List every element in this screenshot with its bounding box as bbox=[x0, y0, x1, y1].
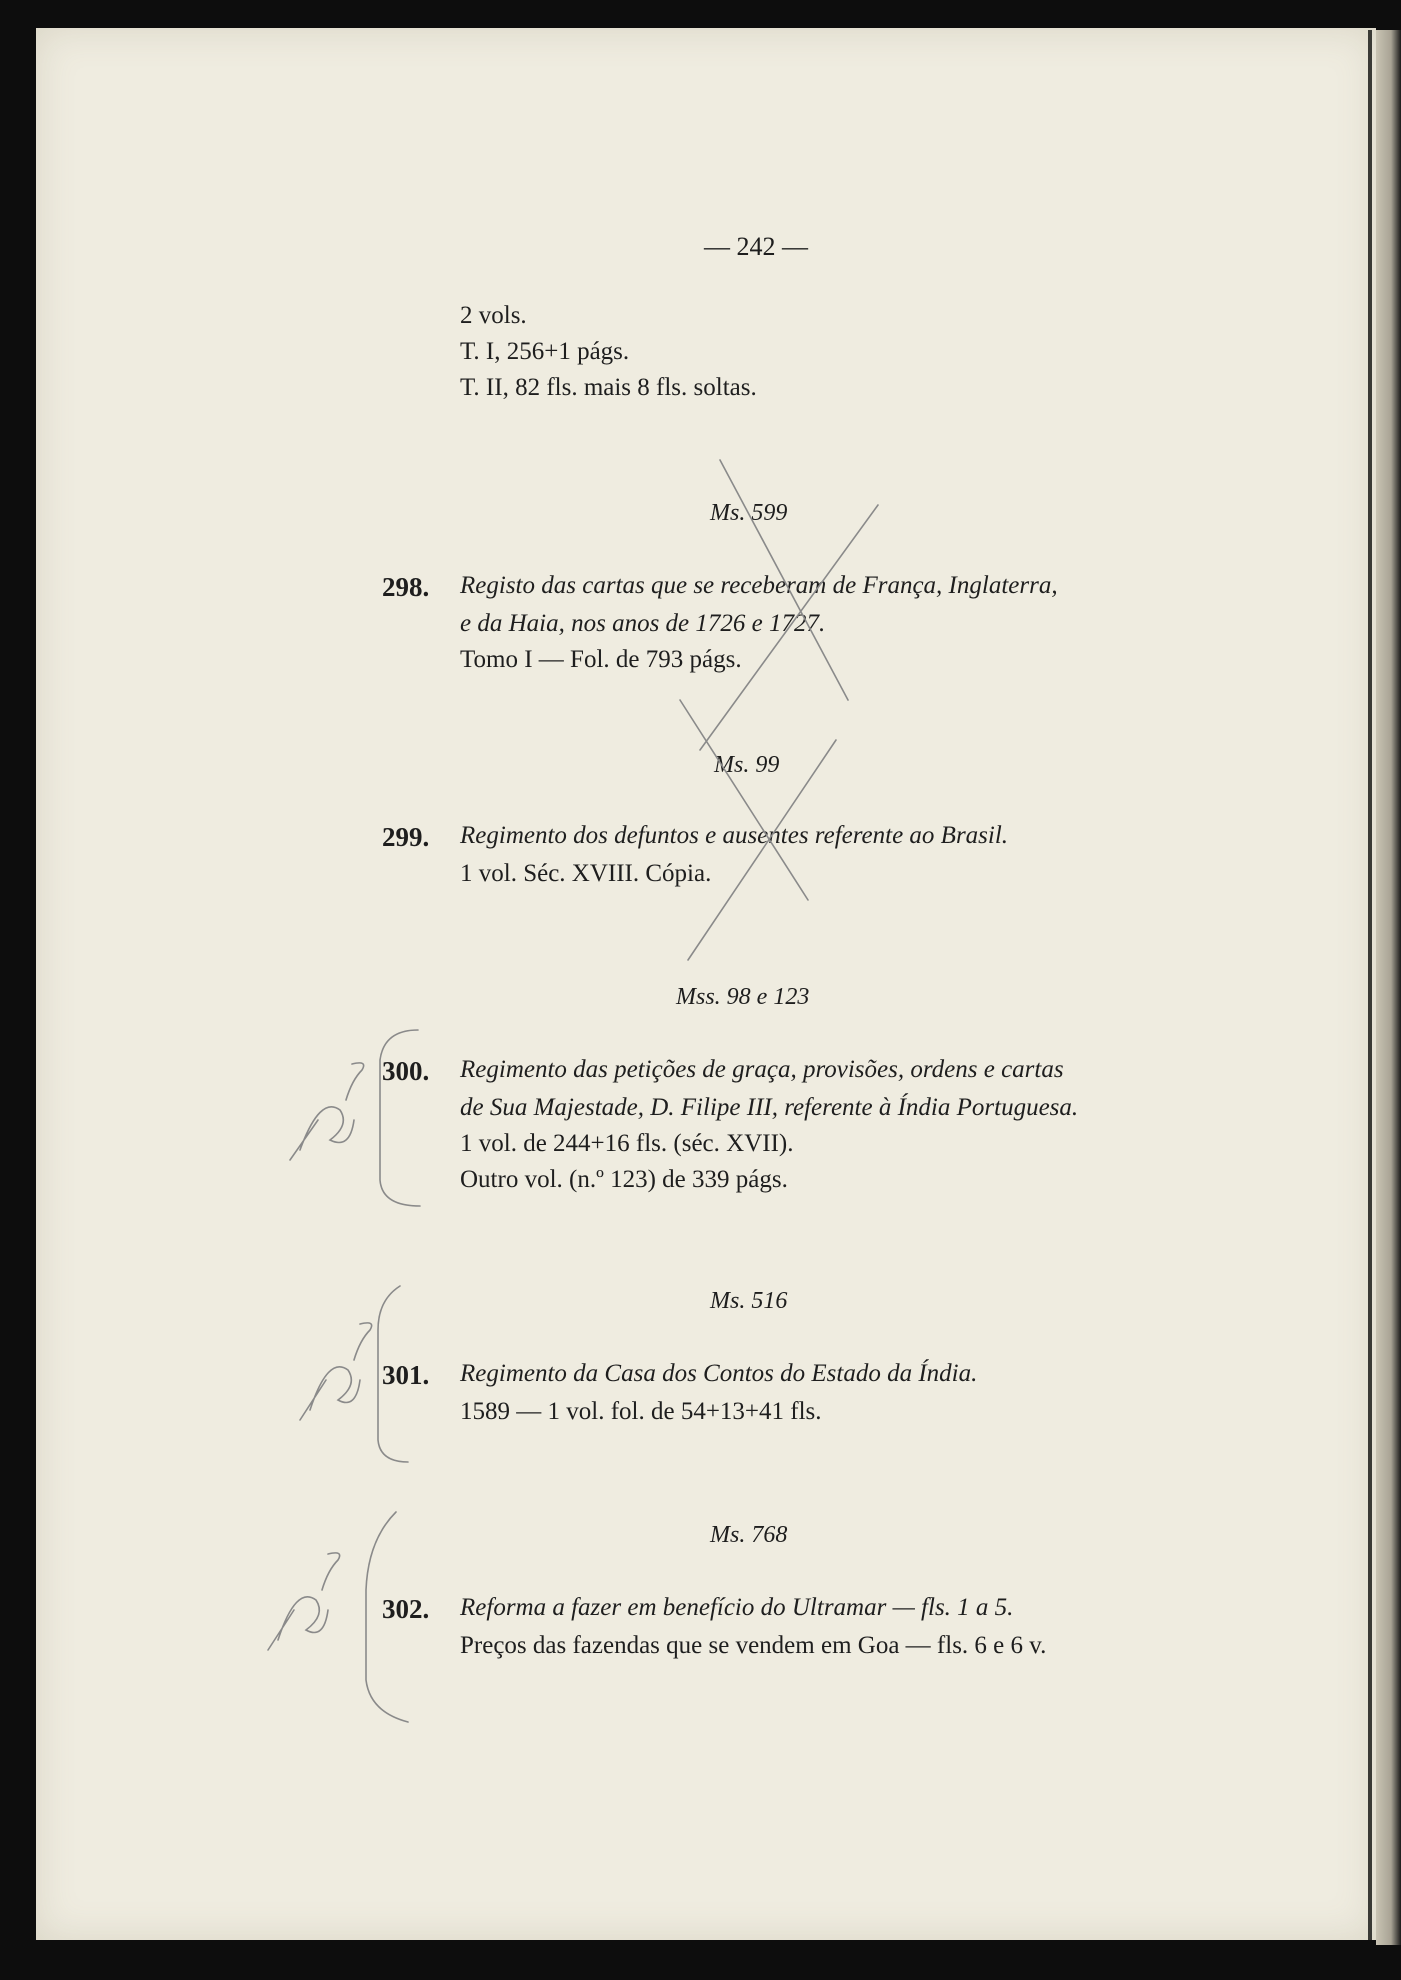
entry-title-299-line-1: Regimento dos defuntos e ausentes referente ao Brasil. bbox=[460, 822, 1009, 849]
entry-title-302-line-1: Reforma a fazer em benefício do Ultramar — fls. 1 a 5. bbox=[460, 1594, 1014, 1621]
entry-detail-300-line-1: 1 vol. de 244+16 fls. (séc. XVII). bbox=[460, 1130, 794, 1157]
pencil-bracket-301 bbox=[378, 1286, 408, 1462]
pencil-bracket-302 bbox=[366, 1512, 408, 1722]
top-line-1: 2 vols. bbox=[460, 302, 527, 329]
entry-title-298-line-2: e da Haia, nos anos de 1726 e 1727. bbox=[460, 610, 826, 637]
pencil-cross-stroke-2 bbox=[700, 505, 878, 750]
entry-number-299: 299. bbox=[382, 822, 430, 852]
top-line-2: T. I, 256+1 págs. bbox=[460, 338, 630, 365]
entry-detail-298-line-1: Tomo I — Fol. de 793 págs. bbox=[460, 646, 742, 673]
pencil-bracket-300 bbox=[380, 1030, 420, 1206]
top-line-3: T. II, 82 fls. mais 8 fls. soltas. bbox=[460, 374, 757, 401]
entry-title-300-line-2: de Sua Majestade, D. Filipe III, referente à Índia Portuguesa. bbox=[460, 1094, 1079, 1121]
entry-number-300: 300. bbox=[382, 1056, 430, 1086]
entry-title-300-line-1: Regimento das petições de graça, provisões, ordens e cartas bbox=[460, 1056, 1064, 1083]
entry-detail-299-line-1: 1 vol. Séc. XVIII. Cópia. bbox=[460, 860, 712, 887]
entry-title-298-line-1: Registo das cartas que se receberam de França, Inglaterra, bbox=[460, 572, 1058, 599]
shelfmark-302: Ms. 768 bbox=[710, 1522, 788, 1548]
entry-title-301-line-1: Regimento da Casa dos Contos do Estado da Índia. bbox=[460, 1360, 978, 1387]
entry-detail-302-line-1: Preços das fazendas que se vendem em Goa — fls. 6 e 6 v. bbox=[460, 1632, 1047, 1659]
entry-number-298: 298. bbox=[382, 572, 430, 602]
pencil-cross-stroke-3 bbox=[680, 700, 808, 900]
shelfmark-298: Ms. 599 bbox=[710, 500, 788, 526]
entry-detail-300-line-2: Outro vol. (n.º 123) de 339 págs. bbox=[460, 1166, 788, 1193]
pencil-ver-300 bbox=[290, 1063, 364, 1160]
entry-number-301: 301. bbox=[382, 1360, 430, 1390]
shelfmark-300: Mss. 98 e 123 bbox=[676, 984, 810, 1010]
pencil-cross-stroke-4 bbox=[688, 740, 836, 960]
pencil-ver-301 bbox=[300, 1323, 372, 1420]
pencil-cross-stroke-1 bbox=[720, 460, 848, 700]
pencil-ver-302 bbox=[268, 1553, 340, 1650]
shelfmark-301: Ms. 516 bbox=[710, 1288, 788, 1314]
page-number: — 242 — bbox=[704, 232, 808, 261]
shelfmark-299: Ms. 99 bbox=[714, 752, 780, 778]
entry-number-302: 302. bbox=[382, 1594, 430, 1624]
entry-detail-301-line-1: 1589 — 1 vol. fol. de 54+13+41 fls. bbox=[460, 1398, 822, 1425]
